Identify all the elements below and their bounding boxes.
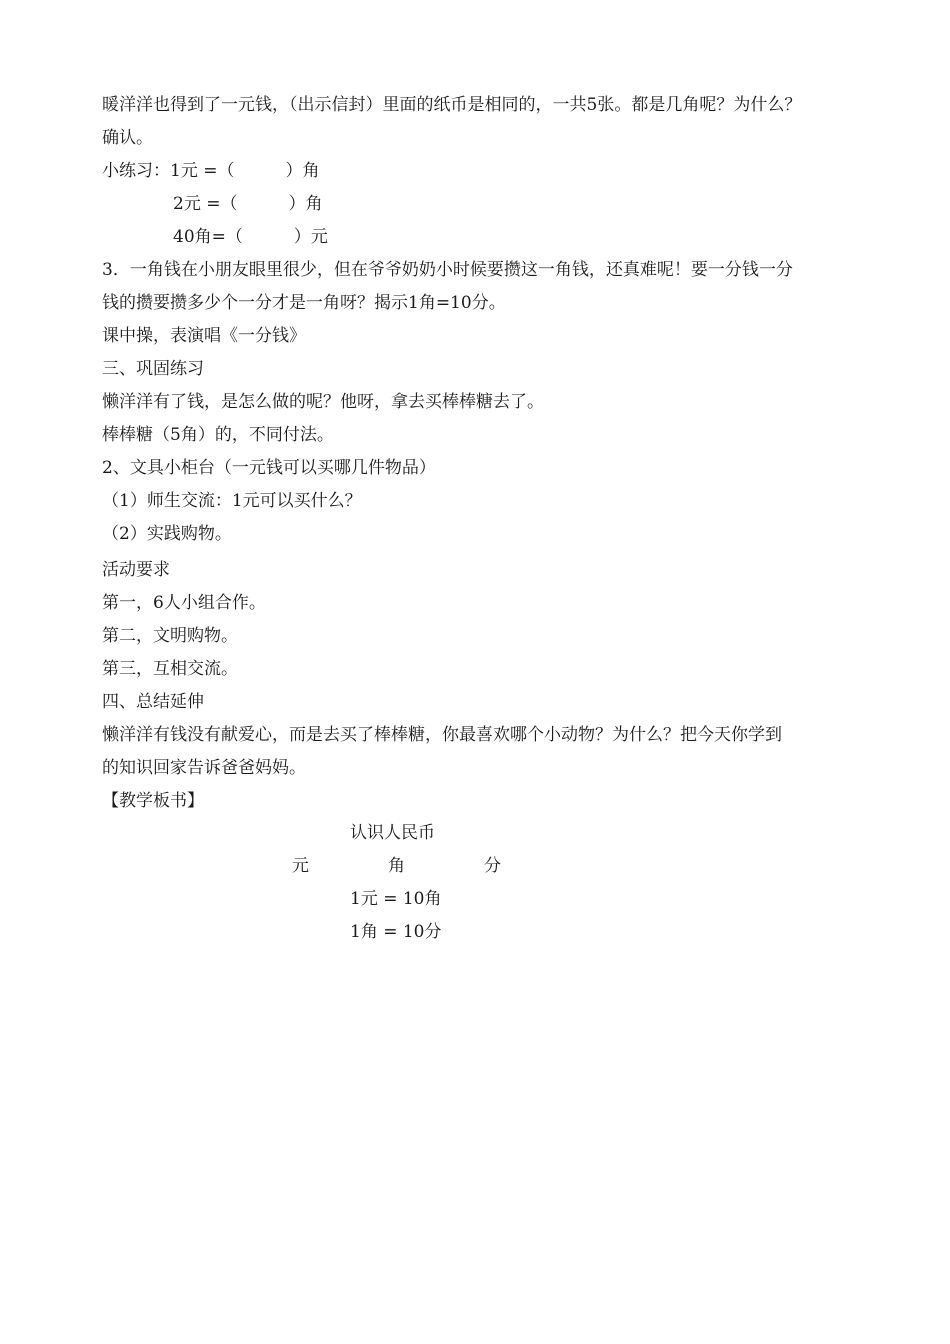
paragraph-stationery: 2、文具小柜台（一元钱可以买哪几件物品） [102,458,436,478]
activity-title: 活动要求 [102,560,170,580]
section-heading-3: 三、巩固练习 [102,359,204,379]
section-heading-4: 四、总结延伸 [102,692,204,712]
paragraph-summary-line-2: 的知识回家告诉爸爸妈妈。 [102,758,306,778]
board-equation-yuan-jiao: 1元 = 10角 [350,889,442,909]
board-unit-jiao: 角 [388,856,405,876]
paragraph-one-jiao-line-2: 钱的攒要攒多少个一分才是一角呀？揭示1角=10分。 [102,293,506,313]
paragraph-summary-line-1: 懒洋洋有钱没有献爱心，而是去买了棒棒糖，你最喜欢哪个小动物？为什么？把今天你学到 [102,725,782,745]
paragraph-envelope-line-2: 确认。 [102,128,153,148]
paragraph-break-song: 课中操，表演唱《一分钱》 [102,326,306,346]
paragraph-envelope-line-1: 暖洋洋也得到了一元钱，（出示信封）里面的纸币是相同的，一共5张。都是几角呢？为什么？ [102,95,802,115]
board-title: 认识人民币 [350,823,435,843]
requirement-1: 第一，6人小组合作。 [102,593,266,613]
board-heading: 【教学板书】 [102,791,204,811]
exercise-line-3: 40角=（ ）元 [173,227,328,247]
paragraph-candy: 棒棒糖（5角）的，不同付法。 [102,425,334,445]
requirement-3: 第三，互相交流。 [102,659,238,679]
paragraph-one-jiao-line-1: 3．一角钱在小朋友眼里很少，但在爷爷奶奶小时候要攒这一角钱，还真难呢！要一分钱一分 [102,260,793,280]
board-equation-jiao-fen: 1角 = 10分 [350,922,442,942]
exercise-line-2: 2元 =（ ）角 [173,194,323,214]
paragraph-practice: （2）实践购物。 [102,524,232,544]
board-unit-yuan: 元 [292,856,309,876]
paragraph-discuss: （1）师生交流：1元可以买什么？ [102,491,362,511]
exercise-line-1: 小练习：1元 =（ ）角 [102,161,320,181]
paragraph-lazy-sheep: 懒洋洋有了钱，是怎么做的呢？他呀，拿去买棒棒糖去了。 [102,392,544,412]
board-unit-fen: 分 [484,856,501,876]
requirement-2: 第二，文明购物。 [102,626,238,646]
